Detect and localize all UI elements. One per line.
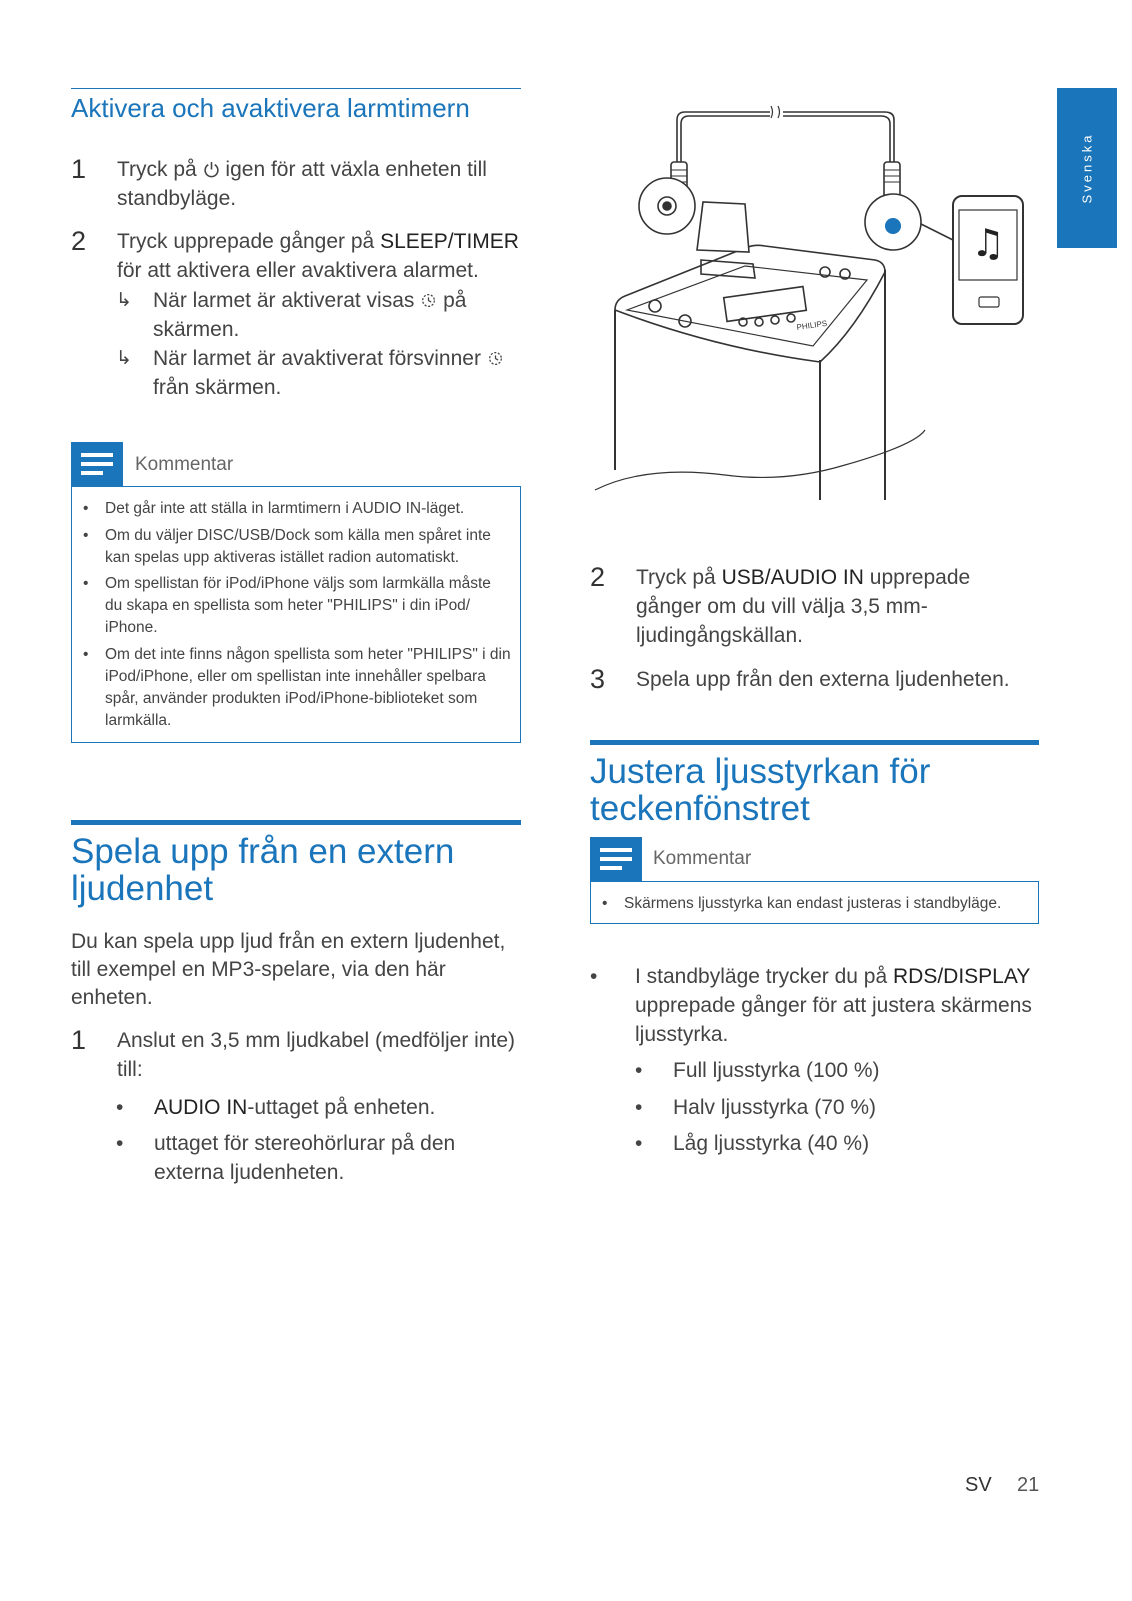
step-text: Spela upp från den externa ljudenheten. bbox=[636, 668, 1010, 691]
step-text-post: för att aktivera eller avaktivera alarmet. bbox=[117, 259, 479, 282]
result-arrow-icon: ↳ bbox=[116, 348, 132, 369]
note-item: • Om det inte finns någon spellista som heter "PHILIPS" i din iPod/iPhone, eller om spellistan inte innehåller spelbara spår, använder produkten iPod/iPhone-biblioteket som larmkälla. bbox=[83, 646, 511, 729]
external-bullet-1: • AUDIO IN-uttaget på enheten. bbox=[116, 1096, 436, 1119]
brightness-action: • I standbyläge trycker du på RDS/DISPLAY upprepade gånger för att justera skärmens ljusstyrka. bbox=[590, 965, 1032, 1046]
step-number: 2 bbox=[71, 226, 87, 256]
alarm-section-title: Aktivera och avaktivera larmtimern bbox=[71, 93, 470, 123]
brightness-level: • Halv ljusstyrka (70 %) bbox=[635, 1096, 877, 1119]
language-tab-label: Svenska bbox=[1079, 132, 1095, 204]
svg-text:♫: ♫ bbox=[970, 221, 1006, 265]
key-usb-audio-in: USB/AUDIO IN bbox=[721, 566, 864, 589]
result-arrow-icon: ↳ bbox=[116, 290, 132, 311]
bullet-text: uttaget för stereohörlurar på den externa ljudenheten. bbox=[154, 1132, 456, 1184]
result-text-pre: När larmet är aktiverat visas bbox=[153, 289, 415, 312]
external-section-title: Spela upp från en extern ljudenhet bbox=[71, 832, 455, 908]
note-item: • Om spellistan för iPod/iPhone väljs som larmkälla måste du skapa en spellista som heter "PHILIPS" i din iPod/ iPhone. bbox=[83, 575, 491, 636]
key-rds-display: RDS/DISPLAY bbox=[893, 965, 1030, 988]
bullet-text-post: -uttaget på enheten. bbox=[247, 1096, 436, 1119]
step-text-pre: Tryck på bbox=[117, 158, 197, 181]
key-audio-in: AUDIO IN bbox=[154, 1096, 248, 1119]
brightness-section-title: Justera ljusstyrkan för teckenfönstret bbox=[590, 752, 931, 828]
footer-language: SV bbox=[965, 1474, 992, 1496]
external-step-2 bbox=[590, 563, 1035, 650]
note-item: • Om du väljer DISC/USB/Dock som källa men spåret inte kan spelas upp aktiveras istället radion automatiskt. bbox=[83, 527, 491, 566]
step-text-post: upprepade gånger om du vill välja 3,5 mm-ljudingångskällan. bbox=[636, 566, 971, 647]
external-intro: Du kan spela upp ljud från en extern ljudenhet, till exempel en MP3-spelare, via den här enheten. bbox=[71, 930, 506, 1009]
step-text-pre: Tryck på bbox=[636, 566, 716, 589]
device-illustration bbox=[585, 100, 1035, 520]
alarm-result-1 bbox=[116, 286, 516, 344]
brightness-level: • Full ljusstyrka (100 %) bbox=[635, 1059, 880, 1082]
alarm-step-1 bbox=[71, 155, 521, 213]
note-item: • Skärmens ljusstyrka kan endast justeras i standbyläge. bbox=[602, 895, 1002, 912]
note-label: Kommentar bbox=[135, 454, 234, 475]
external-step-1 bbox=[71, 1026, 521, 1084]
section-rule bbox=[71, 820, 521, 825]
result-text-pre: När larmet är avaktiverat försvinner bbox=[153, 347, 481, 370]
brightness-level: • Låg ljusstyrka (40 %) bbox=[635, 1132, 870, 1155]
brand-label: PHILIPS bbox=[796, 318, 828, 332]
alarm-clock-icon bbox=[420, 292, 437, 309]
section-rule bbox=[590, 740, 1039, 745]
page-number: 21 bbox=[1017, 1474, 1040, 1496]
step-number: 3 bbox=[590, 664, 606, 694]
note-icon bbox=[71, 442, 123, 486]
action-text-pre: I standbyläge trycker du på bbox=[635, 965, 888, 988]
step-text: Anslut en 3,5 mm ljudkabel (medföljer inte) till: bbox=[117, 1029, 516, 1081]
key-sleep-timer: SLEEP/TIMER bbox=[380, 230, 519, 253]
result-text-post: på skärmen. bbox=[153, 289, 467, 341]
alarm-step-2 bbox=[71, 227, 521, 285]
result-text-post: från skärmen. bbox=[153, 376, 282, 399]
external-step-3 bbox=[590, 665, 1035, 694]
step-text-post: igen för att växla enheten till standbyläge. bbox=[117, 158, 487, 210]
language-tab bbox=[1057, 88, 1117, 248]
note-icon bbox=[590, 837, 642, 881]
section-rule bbox=[71, 88, 521, 89]
action-text-post: upprepade gånger för att justera skärmens ljusstyrka. bbox=[635, 994, 1032, 1046]
note-label: Kommentar bbox=[653, 848, 752, 869]
step-text-pre: Tryck upprepade gånger på bbox=[117, 230, 375, 253]
step-number: 1 bbox=[71, 154, 87, 184]
alarm-clock-icon bbox=[487, 350, 504, 367]
power-icon bbox=[203, 161, 220, 178]
note-item: • Det går inte att ställa in larmtimern i AUDIO IN-läget. bbox=[83, 500, 465, 517]
step-number: 2 bbox=[590, 562, 606, 592]
alarm-result-2 bbox=[116, 344, 516, 402]
step-number: 1 bbox=[71, 1025, 87, 1055]
external-bullet-2: • uttaget för stereohörlurar på den externa ljudenheten. bbox=[116, 1129, 516, 1187]
